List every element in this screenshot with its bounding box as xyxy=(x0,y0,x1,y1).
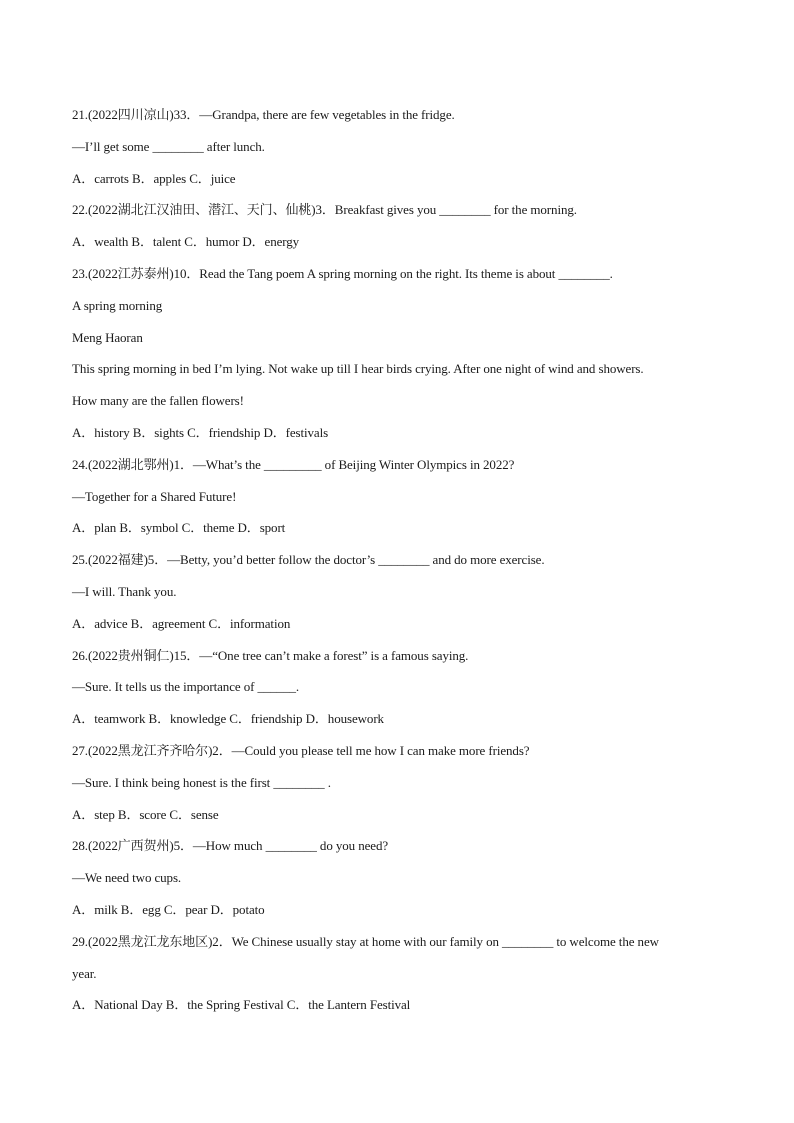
question-27-options: A．step B．score C．sense xyxy=(72,806,219,822)
question-23-options: A．history B．sights C．friendship D．festivals xyxy=(72,424,329,440)
question-29-stem-continued: year. xyxy=(72,965,97,981)
poem-text-line-2: How many are the fallen flowers! xyxy=(72,393,244,409)
question-28-stem: 28.(2022广西贺州)5．—How much ________ do you need? xyxy=(72,838,389,854)
question-21-response: —I’ll get some ________ after lunch. xyxy=(72,138,265,154)
question-26-response: —Sure. It tells us the importance of ______. xyxy=(72,679,300,695)
question-26-stem: 26.(2022贵州铜仁)15．—“One tree can’t make a forest” is a famous saying. xyxy=(72,647,469,663)
poem-author: Meng Haoran xyxy=(72,329,143,345)
question-25-options: A．advice B．agreement C．information xyxy=(72,615,291,631)
question-25-response: —I will. Thank you. xyxy=(72,583,177,599)
question-24-options: A．plan B．symbol C．theme D．sport xyxy=(72,520,286,536)
question-27-response: —Sure. I think being honest is the first ________ . xyxy=(72,774,331,790)
question-28-response: —We need two cups. xyxy=(72,870,182,886)
question-22-stem: 22.(2022湖北江汉油田、潜江、天门、仙桃)3．Breakfast gives you ________ for the morning. xyxy=(72,202,577,218)
question-26-options: A．teamwork B．knowledge C．friendship D．housework xyxy=(72,711,384,727)
question-22-options: A．wealth B．talent C．humor D．energy xyxy=(72,234,300,250)
poem-text-line-1: This spring morning in bed I’m lying. Not wake up till I hear birds crying. After one night of wind and showers. xyxy=(72,361,644,377)
question-21-stem: 21.(2022四川凉山)33．—Grandpa, there are few vegetables in the fridge. xyxy=(72,107,455,122)
question-29-options: A．National Day B．the Spring Festival C．the Lantern Festival xyxy=(72,997,411,1013)
question-23-stem: 23.(2022江苏泰州)10．Read the Tang poem A spring morning on the right. Its theme is about ________. xyxy=(72,265,613,281)
question-25-stem: 25.(2022福建)5．—Betty, you’d better follow the doctor’s ________ and do more exercise. xyxy=(72,552,545,568)
question-24-stem: 24.(2022湖北鄂州)1．—What’s the _________ of Beijing Winter Olympics in 2022? xyxy=(72,456,515,472)
question-27-stem: 27.(2022黑龙江齐齐哈尔)2．—Could you please tell me how I can make more friends? xyxy=(72,742,530,758)
question-29-stem: 29.(2022黑龙江龙东地区)2．We Chinese usually stay at home with our family on ________ to welcome the new xyxy=(72,933,659,949)
question-28-options: A．milk B．egg C．pear D．potato xyxy=(72,901,265,917)
poem-title: A spring morning xyxy=(72,297,163,313)
question-24-response: —Together for a Shared Future! xyxy=(72,488,237,504)
question-21-options: A．carrots B．apples C．juice xyxy=(72,170,236,186)
document-page xyxy=(72,99,732,1021)
